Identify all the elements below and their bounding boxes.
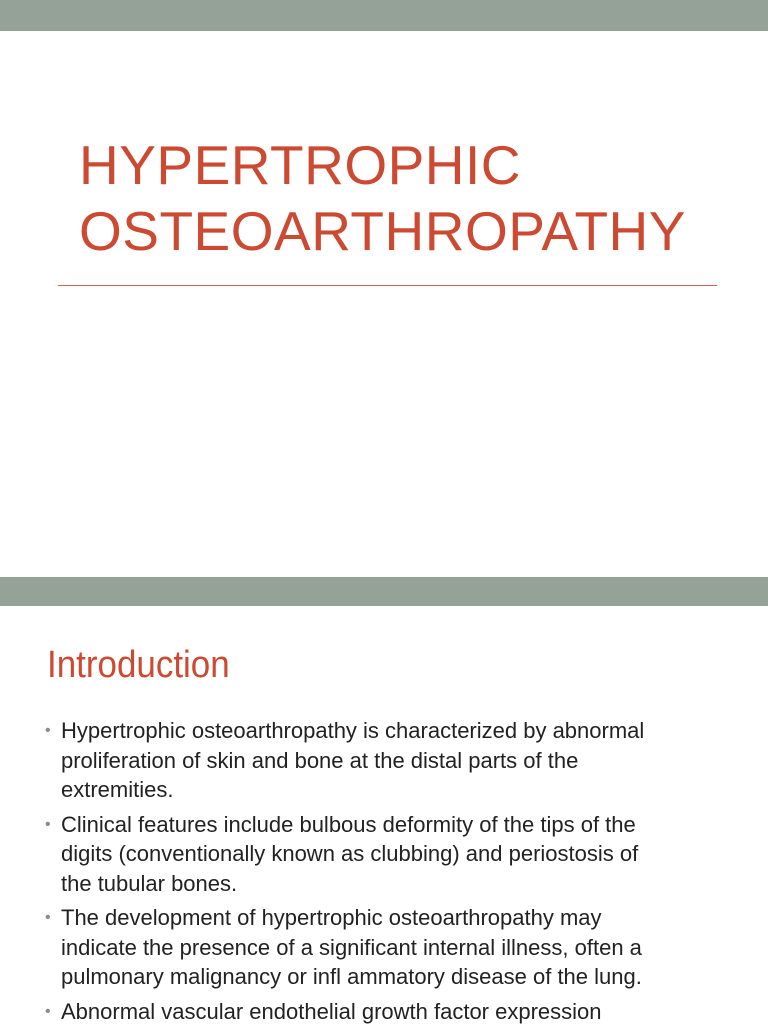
bullet-item-4 bbox=[0, 997, 768, 1024]
bullet-line: the tubular bones. bbox=[61, 870, 238, 896]
bullet-marker-icon: • bbox=[45, 815, 51, 833]
bullet-text bbox=[61, 997, 748, 1024]
bullet-line: extremities. bbox=[61, 777, 174, 802]
bullet-line: pulmonary malignancy or infl ammatory disease of the lung. bbox=[61, 964, 642, 989]
bullet-line: proliferation of skin and bone at the distal parts of the bbox=[61, 747, 579, 773]
slide-title bbox=[79, 132, 686, 264]
bullet-marker-icon: • bbox=[45, 722, 51, 739]
title-divider bbox=[58, 285, 717, 286]
bullet-marker-icon: • bbox=[45, 909, 51, 926]
slide-title-line-1: HYPERTROPHIC bbox=[79, 134, 521, 196]
top-color-band bbox=[0, 0, 768, 31]
bullet-line: digits (conventionally known as clubbing) and periostosis of bbox=[61, 841, 639, 866]
bullet-line: indicate the presence of a significant internal illness, often a bbox=[61, 934, 642, 960]
bullet-text bbox=[61, 903, 748, 992]
slide-title-line-2: OSTEOARTHROPATHY bbox=[79, 200, 686, 262]
bullet-list bbox=[0, 716, 768, 1024]
bullet-line: The development of hypertrophic osteoarthropathy may bbox=[61, 905, 602, 930]
bullet-line: Abnormal vascular endothelial growth factor expression bbox=[61, 998, 602, 1024]
section-heading: Introduction bbox=[47, 644, 230, 686]
bullet-item-1 bbox=[0, 716, 768, 805]
bullet-line: Hypertrophic osteoarthropathy is characterized by abnormal bbox=[61, 718, 645, 743]
bullet-item-3 bbox=[0, 903, 768, 992]
bullet-marker-icon: • bbox=[45, 1002, 51, 1020]
bullet-item-2 bbox=[0, 810, 768, 899]
slide-separator-band bbox=[0, 577, 768, 606]
bullet-text bbox=[61, 716, 748, 805]
bullet-text bbox=[61, 810, 748, 899]
bullet-line: Clinical features include bulbous deformity of the tips of the bbox=[61, 811, 636, 837]
